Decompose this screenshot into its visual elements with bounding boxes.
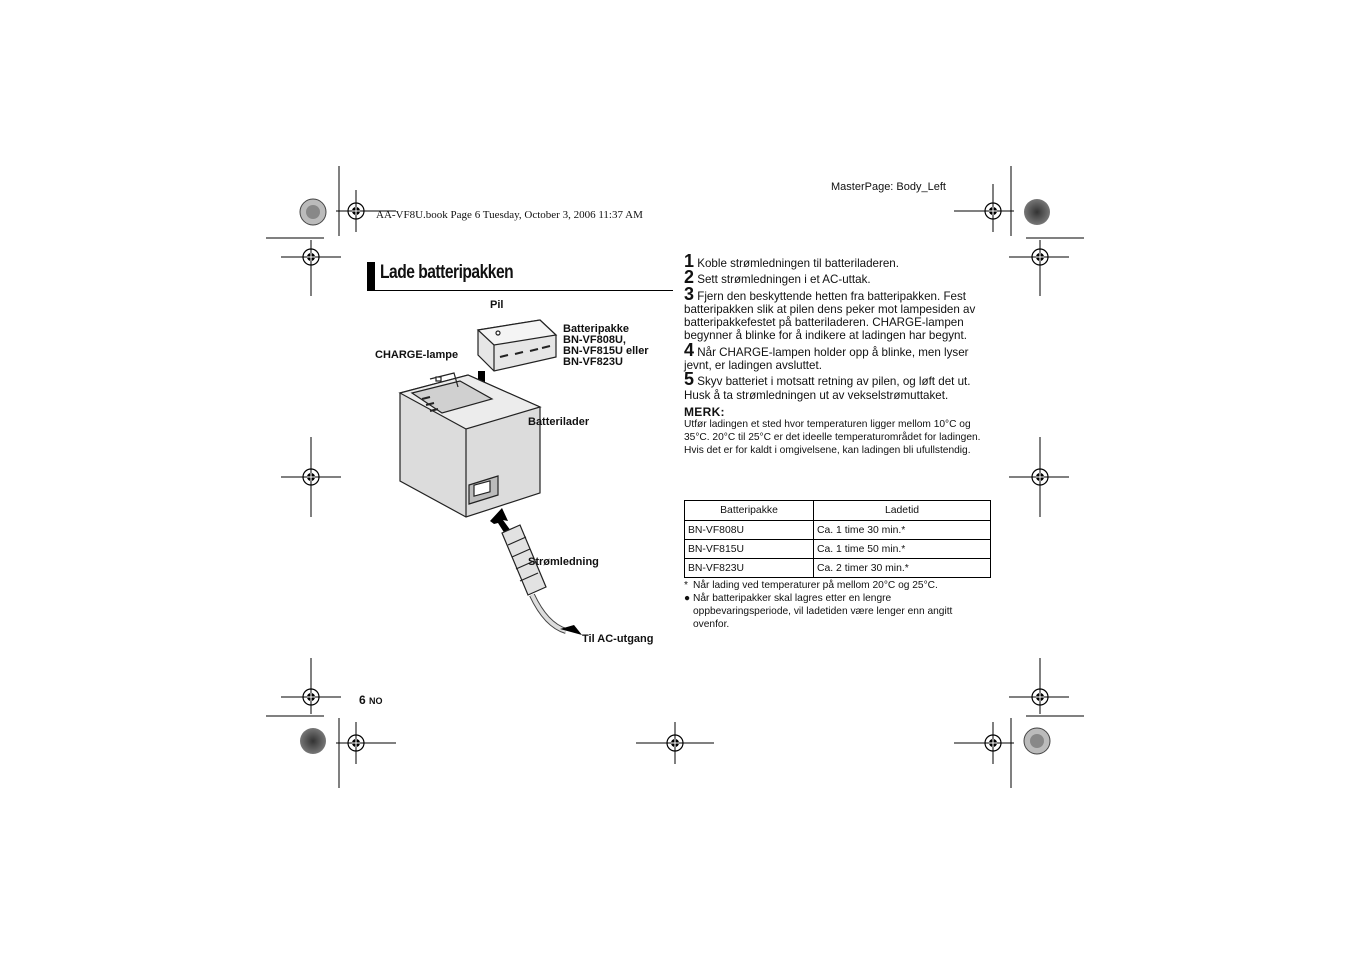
charger-drawing [400,373,540,517]
page-number-value: 6 [359,693,366,707]
label-charger: Batterilader [528,416,590,428]
step-4 [684,339,990,373]
step-2 [684,267,990,288]
page-language: NO [369,696,383,706]
power-cord-drawing [502,525,582,635]
page-number [359,693,383,707]
step-number: 4 [684,339,695,360]
asterisk-mark: * [684,580,688,591]
label-battery-2: BN-VF808U, [563,334,626,346]
label-battery-1: Batteripakke [563,323,630,335]
table-cell: Ca. 2 timer 30 min.* [814,559,991,578]
note-heading: MERK: [684,404,725,419]
step-number: 5 [684,369,695,390]
step-text: Fjern den beskyttende hetten fra batteripakken. Fest batteripakken slik at pilen dens peker mot lampesiden av batteripakkefestet på batteriladeren. CHARGE-lampen begynner å blinke for å indikere at ladingen har begynt. [684,289,976,343]
table-cell: Ca. 1 time 50 min.* [814,540,991,559]
step-text: Koble strømledningen til batteriladeren. [697,257,899,270]
footnote-text: Når lading ved temperaturer på mellom 20°C og 25°C. [693,580,938,591]
label-charge-lamp: CHARGE-lampe [375,349,459,361]
table-cell: BN-VF823U [685,559,814,578]
note-text: Utfør ladingen et sted hvor temperaturen ligger mellom 10°C og 35°C. 20°C til 25°C er det ideelle temperaturområdet for ladingen. Hvis det er for kaldt i omgivelsene, kan ladingen bli ufullstendig. [684,419,981,456]
footnote-bullet [684,592,990,631]
footnote-text: Når batteripakker skal lagres etter en lengre oppbevaringsperiode, vil ladetiden være lenger enn angitt ovenfor. [693,593,953,630]
table-header-cell: Batteripakke [685,501,814,521]
section-title: Lade batteripakken [380,262,514,283]
steps-list [684,251,990,457]
table-cell: BN-VF808U [685,521,814,540]
label-power-cord: Strømledning [528,556,599,568]
step-text: Sett strømledningen i et AC-uttak. [697,273,871,287]
step-number: 2 [684,267,695,288]
step-text: Skyv batteriet i motsatt retning av pilen, og løft det ut. Husk å ta strømledningen ut av vekselstrømuttaket. [684,375,971,402]
table-header-cell: Ladetid [814,501,991,521]
label-ac-out: Til AC-utgang [582,633,654,645]
label-battery-4: BN-VF823U [563,356,623,368]
charge-time-table [684,500,991,578]
step-3 [684,283,990,343]
table-cell: Ca. 1 time 30 min.* [814,521,991,540]
masterpage-label: MasterPage: Body_Left [831,181,946,193]
step-5 [684,369,990,402]
table-row [685,540,991,559]
title-rule [367,290,673,291]
table-row [685,559,991,578]
footnotes [684,579,990,631]
bullet-mark: ● [684,593,691,604]
step-number: 1 [684,251,695,271]
step-number: 3 [684,283,695,304]
step-1 [684,251,990,271]
label-pil: Pil [490,299,504,311]
footnote-asterisk [684,579,990,592]
table-header-row [685,501,991,521]
title-bar [367,262,375,290]
table-cell: BN-VF815U [685,540,814,559]
table-row [685,521,991,540]
step-text: Når CHARGE-lampen holder opp å blinke, men lyser jevnt, er ladingen avsluttet. [684,345,969,373]
label-battery-3: BN-VF815U eller [563,345,649,357]
battery-pack-drawing [478,320,556,371]
book-info: AA-VF8U.book Page 6 Tuesday, October 3, 2006 11:37 AM [376,209,643,221]
